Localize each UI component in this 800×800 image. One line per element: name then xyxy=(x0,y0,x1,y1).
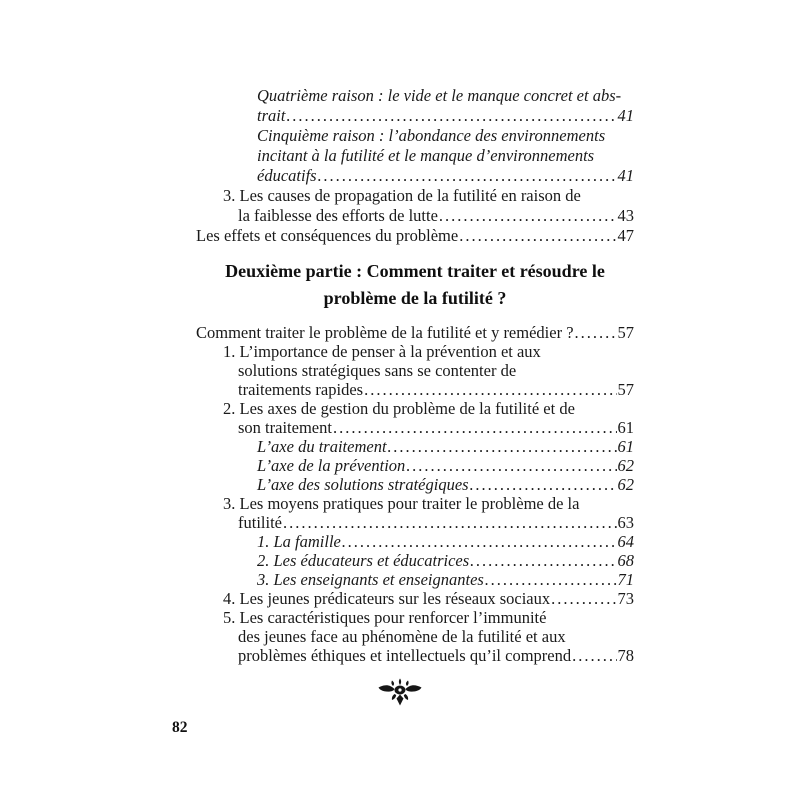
toc-entry xyxy=(196,399,634,437)
toc-entry-line: solutions stratégiques sans se contenter de xyxy=(238,361,517,380)
toc-entry xyxy=(196,570,634,589)
toc-page-ref: 43 xyxy=(617,206,634,225)
toc-entry-line: incitant à la futilité et le manque d’environnements xyxy=(257,146,595,165)
dot-leader xyxy=(438,206,617,226)
toc-entry xyxy=(196,475,634,494)
toc-entry-row xyxy=(257,532,634,551)
toc-entry xyxy=(196,126,634,186)
toc-entry-row xyxy=(257,166,634,186)
toc-entry xyxy=(196,342,634,399)
toc-entry-text: Les effets et conséquences du problème xyxy=(196,226,459,245)
toc-entry xyxy=(196,589,634,608)
dot-leader xyxy=(458,226,616,246)
dot-leader xyxy=(387,437,617,456)
toc-page-ref: 62 xyxy=(617,475,634,494)
toc-page-ref: 63 xyxy=(617,513,634,532)
toc-entry xyxy=(196,186,634,226)
toc-page-ref: 78 xyxy=(617,646,634,665)
toc-entry-text: L’axe du traitement xyxy=(257,437,387,456)
toc-entry-line: des jeunes face au phénomène de la futilité et aux xyxy=(238,627,566,646)
toc-page-ref: 68 xyxy=(617,551,634,570)
dot-leader xyxy=(484,570,617,589)
dot-leader xyxy=(469,551,616,570)
toc-entry-line: Quatrième raison : le vide et le manque concret et abs- xyxy=(257,86,622,105)
toc-entry-text: 3. Les enseignants et enseignantes xyxy=(257,570,484,589)
toc-entry xyxy=(196,226,634,246)
dot-leader xyxy=(574,323,617,342)
toc-entry-line: 3. Les causes de propagation de la futilité en raison de xyxy=(223,186,581,205)
table-of-contents xyxy=(196,86,634,665)
dot-leader xyxy=(550,589,616,608)
toc-entry-row xyxy=(238,418,634,437)
toc-entry-text: traitements rapides xyxy=(238,380,364,399)
toc-entry-row xyxy=(257,475,634,494)
toc-entry-text: L’axe des solutions stratégiques xyxy=(257,475,469,494)
dot-leader xyxy=(469,475,617,494)
toc-entry-row xyxy=(238,513,634,532)
dot-leader xyxy=(317,166,617,186)
toc-entry xyxy=(196,437,634,456)
toc-page-ref: 64 xyxy=(617,532,634,551)
toc-page-ref: 71 xyxy=(617,570,634,589)
toc-entry-row xyxy=(238,380,634,399)
toc-entry-line: 5. Les caractéristiques pour renforcer l’immunité xyxy=(223,608,547,627)
toc-page-ref: 41 xyxy=(617,166,634,185)
toc-entry-row xyxy=(196,226,634,246)
section-heading-line-1: Deuxième partie : Comment traiter et résoudre le xyxy=(225,261,605,281)
toc-entry xyxy=(196,323,634,342)
section-heading xyxy=(196,258,634,312)
dot-leader xyxy=(285,106,616,126)
toc-block-bottom xyxy=(196,323,634,665)
toc-entry-row xyxy=(196,323,634,342)
toc-entry xyxy=(196,494,634,532)
toc-entry xyxy=(196,456,634,475)
toc-entry-row xyxy=(238,206,634,226)
dot-leader xyxy=(341,532,617,551)
toc-page-ref: 61 xyxy=(617,418,634,437)
toc-page-ref: 73 xyxy=(617,589,634,608)
toc-page-ref: 57 xyxy=(617,380,634,399)
toc-entry-text: éducatifs xyxy=(257,166,317,185)
dot-leader xyxy=(363,380,616,399)
toc-entry-line: Cinquième raison : l’abondance des environnements xyxy=(257,126,606,145)
toc-entry-row xyxy=(257,551,634,570)
dot-leader xyxy=(571,646,616,665)
toc-page-ref: 47 xyxy=(617,226,634,245)
toc-entry-row xyxy=(257,437,634,456)
page-number: 82 xyxy=(172,719,188,736)
toc-entry-text: son traitement xyxy=(238,418,332,437)
toc-entry-text: Comment traiter le problème de la futilité et y remédier ? xyxy=(196,323,574,342)
toc-entry xyxy=(196,532,634,551)
toc-entry xyxy=(196,551,634,570)
toc-page-ref: 57 xyxy=(617,323,634,342)
toc-entry-row xyxy=(223,589,634,608)
toc-entry xyxy=(196,608,634,665)
toc-entry-text: la faiblesse des efforts de lutte xyxy=(238,206,438,225)
dot-leader xyxy=(282,513,617,532)
toc-entry-text: futilité xyxy=(238,513,282,532)
fleuron-ornament-icon xyxy=(377,677,423,707)
section-heading-line-2: problème de la futilité ? xyxy=(323,288,507,308)
toc-entry-line: 2. Les axes de gestion du problème de la futilité et de xyxy=(223,399,575,418)
toc-entry-row xyxy=(257,570,634,589)
toc-entry-text: 2. Les éducateurs et éducatrices xyxy=(257,551,470,570)
dot-leader xyxy=(332,418,617,437)
toc-entry-line: 1. L’importance de penser à la prévention et aux xyxy=(223,342,541,361)
toc-entry-text: 1. La famille xyxy=(257,532,341,551)
toc-entry xyxy=(196,86,634,126)
toc-entry-row xyxy=(257,456,634,475)
toc-entry-text: L’axe de la prévention xyxy=(257,456,406,475)
toc-block-top xyxy=(196,86,634,246)
toc-entry-line: 3. Les moyens pratiques pour traiter le problème de la xyxy=(223,494,580,513)
toc-page-ref: 61 xyxy=(617,437,634,456)
dot-leader xyxy=(405,456,616,475)
toc-entry-text: 4. Les jeunes prédicateurs sur les réseaux sociaux xyxy=(223,589,551,608)
toc-entry-text: problèmes éthiques et intellectuels qu’il comprend xyxy=(238,646,572,665)
toc-page-ref: 41 xyxy=(617,106,634,125)
toc-entry-text: trait xyxy=(257,106,286,125)
toc-entry-row xyxy=(257,106,634,126)
toc-page-ref: 62 xyxy=(617,456,634,475)
toc-entry-row xyxy=(238,646,634,665)
